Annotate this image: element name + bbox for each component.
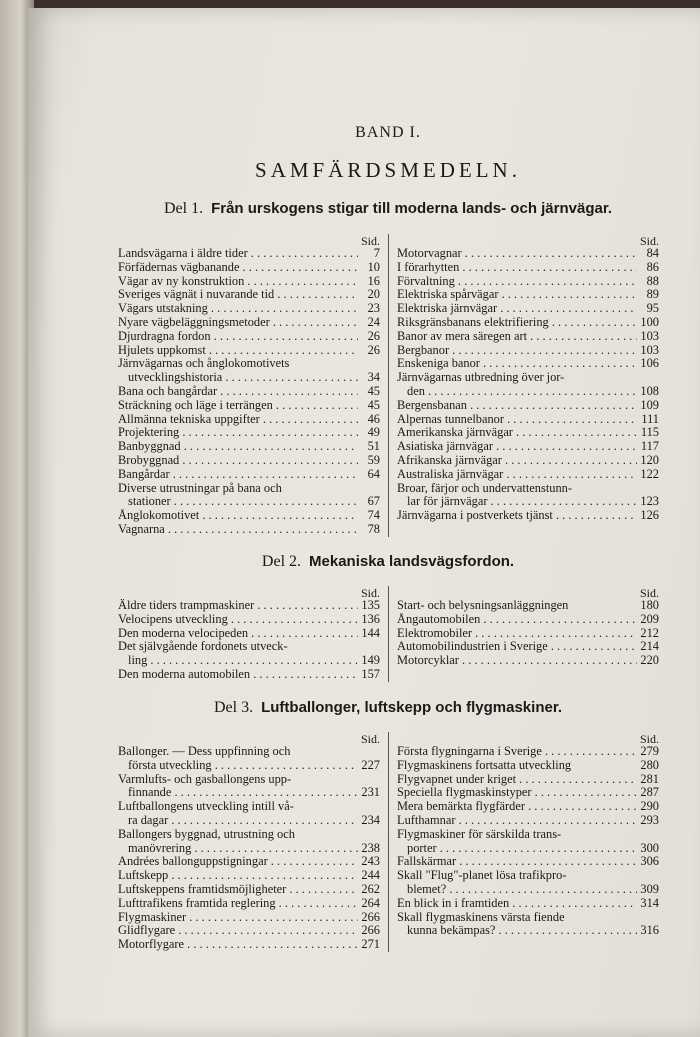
toc-entry-page: 16 <box>367 273 380 288</box>
section-number: Del 3. <box>214 699 254 716</box>
toc-entry-title: Fallskärmar . . . <box>397 855 637 869</box>
toc-entry <box>118 773 380 787</box>
toc-entry-title: Flygmaskinens fortsatta utveckling <box>397 758 572 772</box>
toc-entry-page: 306 <box>640 854 659 869</box>
toc-entry-title: Projektering . . . <box>118 426 358 440</box>
toc-entry <box>118 828 380 842</box>
toc-entry-title: Riksgränsbanans elektrifiering . . . <box>397 316 637 330</box>
toc-entry-title: Lufthamnar . . . <box>397 814 637 828</box>
toc-entry <box>397 911 659 925</box>
toc-entry-title: blemet? . . . <box>407 883 637 897</box>
toc-entry-page: 45 <box>367 397 380 412</box>
toc-entry-title: Förvaltning . . . <box>397 275 637 289</box>
toc-entry-title: finnande . . . <box>128 786 358 800</box>
toc-entry-title: Flygmaskiner . . . <box>118 911 358 925</box>
toc-entry-title: Vagnarna . . . <box>118 523 358 537</box>
toc-entry-title: manövrering . . . <box>128 842 358 856</box>
toc-entry-page: 74 <box>367 508 380 523</box>
toc-entry-title: Flygvapnet under kriget . . . <box>397 773 637 787</box>
toc-entry <box>397 800 659 814</box>
toc-entry-page: 180 <box>640 598 659 612</box>
toc-entry-page: 281 <box>640 771 659 786</box>
toc-entry <box>397 599 659 613</box>
toc-entry <box>397 509 659 523</box>
toc-entry-title: Den moderna automobilen . . . <box>118 668 358 682</box>
toc-entry <box>118 938 380 952</box>
toc-entry-title: Broar, färjor och undervattenstunn- <box>397 481 572 495</box>
toc-entry <box>118 745 380 759</box>
toc-entry-page: 123 <box>640 494 659 509</box>
section-title: Luftballonger, luftskepp och flygmaskiner. <box>261 699 562 716</box>
toc-entry <box>118 413 380 427</box>
toc-entry <box>118 330 380 344</box>
toc-entry-page: 59 <box>367 452 380 467</box>
toc-entry-title: Nyare vägbeläggningsmetoder . . . <box>118 316 358 330</box>
toc-entry-title: Australiska järnvägar . . . <box>397 468 637 482</box>
toc-entry <box>118 800 380 814</box>
toc-entry-page: 117 <box>640 439 659 454</box>
toc-entry-title: Ballongers byggnad, utrustning och <box>118 827 295 841</box>
toc-entry <box>118 613 380 627</box>
toc-entry <box>397 842 659 856</box>
page-column-label: Sid. <box>639 586 659 600</box>
toc-entry-page: 26 <box>367 342 380 357</box>
toc-entry-title: Lufttrafikens framtida reglering . . . <box>118 897 358 911</box>
toc-entry-page: 45 <box>367 383 380 398</box>
toc-entry-title: Flygmaskiner för särskilda trans- <box>397 827 562 841</box>
page-column-label: Sid. <box>360 732 380 746</box>
toc-entry-title: Ballonger. — Dess uppfinning och <box>118 745 291 758</box>
toc-entry <box>118 399 380 413</box>
toc-entry-title: den . . . <box>407 385 637 399</box>
toc-entry-title: Brobyggnad . . . <box>118 454 358 468</box>
toc-entry-page: 309 <box>640 881 659 896</box>
toc-entry <box>118 759 380 773</box>
toc-entry-page: 103 <box>640 328 659 343</box>
page-column-label: Sid. <box>360 234 380 248</box>
toc-entry <box>397 275 659 289</box>
toc-entry-title: Mera bemärkta flygfärder . . . <box>397 800 637 814</box>
toc-entry-title: Allmänna tekniska uppgifter . . . <box>118 413 358 427</box>
toc-entry-title: Det självgående fordonets utveck- <box>118 640 288 654</box>
column-right <box>389 732 659 952</box>
toc-entry <box>397 869 659 883</box>
toc-entry-page: 20 <box>367 287 380 302</box>
toc-entry-page: 238 <box>361 840 380 855</box>
toc-entry-title: lar för järnvägar . . . <box>407 495 637 509</box>
toc-entry-page: 108 <box>640 383 659 398</box>
toc-entry-title: Diverse utrustningar på bana och <box>118 481 282 495</box>
toc-entry <box>397 924 659 938</box>
toc-entry-page: 109 <box>640 397 659 412</box>
toc-entry-page: 280 <box>640 757 659 772</box>
toc-entry <box>397 814 659 828</box>
toc-entry <box>397 613 659 627</box>
toc-entry-page: 264 <box>361 895 380 910</box>
toc-entry-page: 126 <box>640 508 659 523</box>
toc-entry <box>397 330 659 344</box>
toc-entry-title: kunna bekämpas? . . . <box>407 924 637 938</box>
toc-entry-page: 88 <box>646 273 659 288</box>
toc-entry-title: Luftskepp . . . <box>118 869 358 883</box>
toc-entry-page: 49 <box>367 425 380 440</box>
toc-entry <box>118 883 380 897</box>
toc-entry <box>397 399 659 413</box>
toc-entry-page: 64 <box>367 466 380 481</box>
toc-entry <box>397 385 659 399</box>
toc-entry-title: stationer . . . <box>128 495 358 509</box>
toc-entry <box>397 627 659 641</box>
toc-entry <box>118 275 380 289</box>
toc-entry-title: Motorvagnar . . . <box>397 247 637 261</box>
section-del1-columns <box>118 234 659 537</box>
toc-entry-page: 84 <box>646 246 659 260</box>
toc-entry <box>397 426 659 440</box>
toc-entry <box>397 261 659 275</box>
toc-entry-title: Vägars utstakning . . . <box>118 302 358 316</box>
toc-entry-title: Speciella flygmaskinstyper . . . <box>397 786 637 800</box>
toc-entry-page: 100 <box>640 314 659 329</box>
toc-entry-title: Äldre tiders trampmaskiner . . . <box>118 599 358 613</box>
toc-entry <box>118 924 380 938</box>
toc-entry-page: 103 <box>640 342 659 357</box>
toc-entry-page: 212 <box>640 625 659 640</box>
toc-entry <box>397 344 659 358</box>
volume-label: BAND I. <box>355 124 421 141</box>
toc-entry-title: Start- och belysningsanläggningen <box>397 599 569 612</box>
toc-entry-title: Skall "Flug"-planet lösa trafikpro- <box>397 869 567 883</box>
toc-entry-page: 115 <box>640 425 659 440</box>
toc-entry <box>118 468 380 482</box>
toc-entry <box>118 385 380 399</box>
toc-entry-page: 287 <box>640 785 659 800</box>
toc-entry <box>118 654 380 668</box>
toc-entry-title: ra dagar . . . <box>128 814 358 828</box>
toc-entry-page: 67 <box>367 494 380 509</box>
toc-entry-page: 34 <box>367 370 380 385</box>
toc-entry <box>118 247 380 261</box>
toc-entry-title: Alpernas tunnelbanor . . . <box>397 413 637 427</box>
toc-entry-page: 46 <box>367 411 380 426</box>
toc-entry-page: 51 <box>367 439 380 454</box>
column-left <box>118 234 389 537</box>
toc-entry-page: 316 <box>640 923 659 938</box>
toc-entry-title: Luftskeppens framtidsmöjligheter . . . <box>118 883 358 897</box>
toc-entry-title: Vägar av ny konstruktion . . . <box>118 275 358 289</box>
toc-entry-title: Asiatiska järnvägar . . . <box>397 440 637 454</box>
toc-entry <box>118 288 380 302</box>
toc-entry-page: 243 <box>361 854 380 869</box>
toc-entry-title: Djurdragna fordon . . . <box>118 330 358 344</box>
toc-entry <box>118 344 380 358</box>
toc-entry-page: 23 <box>367 301 380 316</box>
toc-entry-title: Elektriska spårvägar . . . <box>397 288 637 302</box>
page-column-label: Sid. <box>639 234 659 248</box>
toc-entry-page: 157 <box>361 666 380 681</box>
toc-entry-title: Elektromobiler . . . <box>397 627 637 641</box>
toc-entry-title: Ångautomobilen . . . <box>397 613 637 627</box>
page-title: SAMFÄRDSMEDELN. <box>255 158 521 182</box>
toc-entry-title: Järnvägarnas utbredning över jor- <box>397 371 565 385</box>
section-heading-del3 <box>88 699 688 717</box>
toc-entry-page: 95 <box>646 301 659 316</box>
toc-entry-page: 209 <box>640 611 659 626</box>
toc-entry-page: 7 <box>373 246 380 260</box>
toc-entry <box>118 855 380 869</box>
toc-entry <box>118 897 380 911</box>
toc-entry <box>397 828 659 842</box>
toc-entry <box>118 316 380 330</box>
toc-entry-title: I förarhytten . . . <box>397 261 637 275</box>
toc-entry <box>118 627 380 641</box>
toc-entry-page: 89 <box>646 287 659 302</box>
toc-entry-page: 136 <box>361 611 380 626</box>
toc-entry-title: Järnvägarna i postverkets tjänst . . . <box>397 509 637 523</box>
section-heading-del2 <box>88 553 688 571</box>
toc-entry-page: 122 <box>640 466 659 481</box>
toc-entry <box>397 495 659 509</box>
toc-entry <box>118 869 380 883</box>
page-column-label: Sid. <box>360 586 380 600</box>
toc-entry <box>118 523 380 537</box>
toc-entry-title: Glidflygare . . . <box>118 924 358 938</box>
toc-entry-title: utvecklingshistoria . . . <box>128 371 358 385</box>
toc-entry <box>397 897 659 911</box>
toc-entry <box>118 814 380 828</box>
toc-entry-title: porter . . . <box>407 842 637 856</box>
toc-entry-title: Bangårdar . . . <box>118 468 358 482</box>
toc-entry-title: ling . . . <box>128 654 358 668</box>
toc-entry-page: 227 <box>361 757 380 772</box>
toc-entry <box>397 247 659 261</box>
toc-entry-title: Bergbanor . . . <box>397 344 637 358</box>
toc-entry <box>118 509 380 523</box>
toc-entry-title: Motorcyklar . . . <box>397 654 637 668</box>
toc-entry <box>397 640 659 654</box>
toc-entry <box>397 654 659 668</box>
toc-entry-title: första utveckling . . . <box>128 759 358 773</box>
toc-entry-title: Bana och bangårdar . . . <box>118 385 358 399</box>
toc-entry-title: Automobilindustrien i Sverige . . . <box>397 640 637 654</box>
section-del2-columns <box>118 586 659 682</box>
column-left <box>118 586 389 682</box>
column-right <box>389 586 659 682</box>
toc-entry <box>397 357 659 371</box>
section-title: Från urskogens stigar till moderna lands- och järnvägar. <box>211 200 613 217</box>
toc-entry <box>397 302 659 316</box>
toc-entry <box>118 842 380 856</box>
toc-entry-page: 214 <box>640 639 659 654</box>
toc-entry <box>397 786 659 800</box>
section-number: Del 2. <box>261 553 302 570</box>
toc-entry-title: Sträckning och läge i terrängen . . . <box>118 399 358 413</box>
toc-entry-title: Hjulets uppkomst . . . <box>118 344 358 358</box>
section-del3-columns <box>118 732 659 952</box>
toc-entry <box>118 426 380 440</box>
toc-entry-page: 106 <box>640 356 659 371</box>
toc-entry <box>118 495 380 509</box>
toc-entry-title: Luftballongens utveckling intill vå- <box>118 800 294 814</box>
toc-entry-title: Skall flygmaskinens värsta fiende <box>397 910 565 924</box>
toc-entry-title: En blick in i framtiden . . . <box>397 897 637 911</box>
toc-entry-title: Förfädernas vägbanande . . . <box>118 261 358 275</box>
toc-entry-page: 293 <box>640 812 659 827</box>
toc-entry-title: Enskeniga banor . . . <box>397 357 637 371</box>
toc-entry-page: 266 <box>361 909 380 924</box>
toc-entry <box>118 440 380 454</box>
toc-entry-title: Den moderna velocipeden . . . <box>118 627 358 641</box>
toc-entry <box>397 440 659 454</box>
toc-entry-page: 10 <box>367 259 380 274</box>
toc-entry <box>397 413 659 427</box>
page-column-label: Sid. <box>639 732 659 746</box>
toc-entry <box>397 883 659 897</box>
column-left <box>118 732 389 952</box>
toc-entry-page: 262 <box>361 881 380 896</box>
toc-entry <box>397 371 659 385</box>
book-page <box>28 8 700 1037</box>
toc-entry <box>397 468 659 482</box>
toc-entry <box>118 302 380 316</box>
toc-entry-title: Varmlufts- och gasballongens upp- <box>118 772 292 786</box>
toc-entry-page: 24 <box>367 314 380 329</box>
toc-entry-title: Afrikanska järnvägar . . . <box>397 454 637 468</box>
toc-entry-title: Velocipens utveckling . . . <box>118 613 358 627</box>
toc-entry <box>397 482 659 496</box>
toc-entry-title: Bergensbanan . . . <box>397 399 637 413</box>
toc-entry <box>118 371 380 385</box>
toc-entry <box>118 786 380 800</box>
toc-entry-title: Banbyggnad . . . <box>118 440 358 454</box>
toc-entry <box>397 454 659 468</box>
toc-entry-title: Andrées ballonguppstigningar . . . <box>118 855 358 869</box>
toc-entry <box>397 316 659 330</box>
toc-entry-page: 231 <box>361 785 380 800</box>
toc-entry-page: 290 <box>640 799 659 814</box>
toc-entry-page: 120 <box>640 452 659 467</box>
toc-entry <box>397 773 659 787</box>
toc-entry <box>118 261 380 275</box>
toc-entry <box>397 288 659 302</box>
toc-entry-title: Första flygningarna i Sverige . . . <box>397 745 637 759</box>
column-right <box>389 234 659 537</box>
toc-entry-title: Järnvägarnas och ånglokomotivets <box>118 357 290 371</box>
toc-entry-page: 144 <box>361 625 380 640</box>
toc-entry-page: 135 <box>361 598 380 612</box>
toc-entry-page: 78 <box>367 521 380 536</box>
toc-entry-page: 86 <box>646 259 659 274</box>
toc-entry <box>118 668 380 682</box>
toc-entry <box>118 599 380 613</box>
toc-entry-page: 271 <box>361 937 380 952</box>
toc-entry <box>397 855 659 869</box>
toc-entry-page: 149 <box>361 653 380 668</box>
toc-entry-title: Landsvägarna i äldre tider . . . <box>118 247 358 261</box>
toc-entry-title: Banor av mera säregen art . . . <box>397 330 637 344</box>
toc-entry-title: Sveriges vägnät i nuvarande tid . . . <box>118 288 358 302</box>
toc-entry-title: Ånglokomotivet . . . <box>118 509 358 523</box>
toc-entry <box>397 745 659 759</box>
section-title: Mekaniska landsvägsfordon. <box>309 553 515 570</box>
toc-entry-page: 279 <box>640 744 659 758</box>
toc-entry <box>397 759 659 773</box>
toc-entry-title: Motorflygare . . . <box>118 938 358 952</box>
toc-entry-page: 26 <box>367 328 380 343</box>
toc-entry-page: 266 <box>361 923 380 938</box>
toc-entry <box>118 482 380 496</box>
toc-entry-page: 111 <box>641 411 659 426</box>
toc-entry <box>118 911 380 925</box>
toc-entry-page: 314 <box>640 895 659 910</box>
section-number: Del 1. <box>163 200 204 217</box>
toc-entry <box>118 640 380 654</box>
toc-entry-page: 300 <box>640 840 659 855</box>
toc-entry-page: 220 <box>640 653 659 668</box>
toc-entry-page: 244 <box>361 868 380 883</box>
section-heading-del1 <box>88 200 688 218</box>
toc-entry <box>118 357 380 371</box>
toc-entry-page: 234 <box>361 812 380 827</box>
toc-entry-title: Elektriska järnvägar . . . <box>397 302 637 316</box>
toc-entry-title: Amerikanska järnvägar . . . <box>397 426 637 440</box>
toc-entry <box>118 454 380 468</box>
